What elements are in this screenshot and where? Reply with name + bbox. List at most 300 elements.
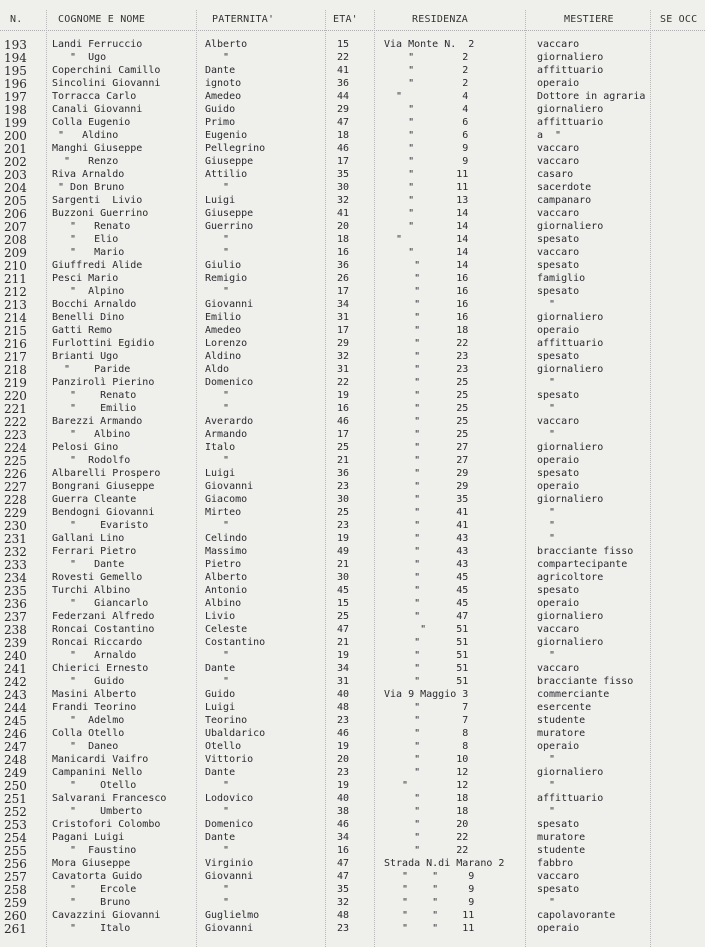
occupation: giornaliero xyxy=(537,52,604,63)
person-name: Manicardi Vaifro xyxy=(52,754,149,765)
person-name: Pesci Mario xyxy=(52,273,119,284)
person-name: " Daneo xyxy=(52,741,119,752)
register-row xyxy=(0,181,705,195)
entry-number: 221 xyxy=(4,402,27,416)
paternity: Amedeo xyxy=(205,91,242,102)
paternity: Eugenio xyxy=(205,130,248,141)
residence: " " 9 xyxy=(384,884,475,895)
register-row xyxy=(0,376,705,390)
age: 17 xyxy=(337,156,350,167)
age: 49 xyxy=(337,546,350,557)
person-name: Sincolini Giovanni xyxy=(52,78,161,89)
register-row xyxy=(0,194,705,208)
person-name: Benelli Dino xyxy=(52,312,125,323)
register-row xyxy=(0,545,705,559)
occupation: " xyxy=(537,897,556,908)
entry-number: 204 xyxy=(4,181,27,195)
entry-number: 249 xyxy=(4,766,27,780)
occupation: spesato xyxy=(537,234,580,245)
paternity: Averardo xyxy=(205,416,254,427)
residence: " 35 xyxy=(384,494,469,505)
occupation: " xyxy=(537,520,556,531)
register-row xyxy=(0,220,705,234)
entry-number: 217 xyxy=(4,350,27,364)
person-name: " Guido xyxy=(52,676,125,687)
person-name: Bendogni Giovanni xyxy=(52,507,155,518)
occupation: a " xyxy=(537,130,562,141)
occupation: spesato xyxy=(537,585,580,596)
person-name: " Emilio xyxy=(52,403,137,414)
occupation: Dottore in agraria xyxy=(537,91,646,102)
residence: " 14 xyxy=(384,234,469,245)
register-row xyxy=(0,90,705,104)
age: 35 xyxy=(337,169,350,180)
paternity: Mirteo xyxy=(205,507,242,518)
paternity: Aldino xyxy=(205,351,242,362)
person-name: Sargenti Livio xyxy=(52,195,143,206)
register-row xyxy=(0,831,705,845)
occupation: giornaliero xyxy=(537,611,604,622)
occupation: compartecipante xyxy=(537,559,628,570)
occupation: agricoltore xyxy=(537,572,604,583)
occupation: vaccaro xyxy=(537,624,580,635)
residence: " 27 xyxy=(384,442,469,453)
occupation: " xyxy=(537,377,556,388)
paternity: Dante xyxy=(205,767,236,778)
residence: " 18 xyxy=(384,806,469,817)
occupation: vaccaro xyxy=(537,39,580,50)
register-row xyxy=(0,753,705,767)
age: 25 xyxy=(337,611,350,622)
age: 16 xyxy=(337,403,350,414)
person-name: " Adelmo xyxy=(52,715,125,726)
residence: " 6 xyxy=(384,130,469,141)
person-name: Salvarani Francesco xyxy=(52,793,167,804)
residence: " 16 xyxy=(384,312,469,323)
occupation: giornaliero xyxy=(537,364,604,375)
register-row xyxy=(0,688,705,702)
header-se-occ: SE OCC xyxy=(660,14,698,25)
register-row xyxy=(0,64,705,78)
register-row xyxy=(0,480,705,494)
person-name: Buzzoni Guerrino xyxy=(52,208,149,219)
age: 17 xyxy=(337,286,350,297)
age: 34 xyxy=(337,299,350,310)
residence: " 8 xyxy=(384,741,469,752)
occupation: vaccaro xyxy=(537,247,580,258)
age: 20 xyxy=(337,754,350,765)
paternity: " xyxy=(205,520,230,531)
entry-number: 207 xyxy=(4,220,27,234)
entry-number: 196 xyxy=(4,77,27,91)
register-row xyxy=(0,922,705,936)
register-row xyxy=(0,103,705,117)
residence: Via 9 Maggio 3 xyxy=(384,689,469,700)
residence: " 2 xyxy=(384,52,469,63)
occupation: spesato xyxy=(537,260,580,271)
residence: " 18 xyxy=(384,325,469,336)
age: 46 xyxy=(337,819,350,830)
entry-number: 248 xyxy=(4,753,27,767)
person-name: Manghi Giuseppe xyxy=(52,143,143,154)
occupation: bracciante fisso xyxy=(537,546,634,557)
age: 34 xyxy=(337,832,350,843)
person-name: Federzani Alfredo xyxy=(52,611,155,622)
register-row xyxy=(0,597,705,611)
age: 17 xyxy=(337,325,350,336)
entry-number: 220 xyxy=(4,389,27,403)
entry-number: 211 xyxy=(4,272,27,286)
residence: " 41 xyxy=(384,507,469,518)
paternity: Costantino xyxy=(205,637,266,648)
occupation: studente xyxy=(537,715,586,726)
age: 36 xyxy=(337,260,350,271)
entry-number: 253 xyxy=(4,818,27,832)
residence: " 51 xyxy=(384,676,469,687)
residence: " 22 xyxy=(384,338,469,349)
entry-number: 231 xyxy=(4,532,27,546)
entry-number: 237 xyxy=(4,610,27,624)
paternity: Guerrino xyxy=(205,221,254,232)
age: 23 xyxy=(337,520,350,531)
residence: " 43 xyxy=(384,546,469,557)
age: 19 xyxy=(337,780,350,791)
entry-number: 244 xyxy=(4,701,27,715)
paternity: " xyxy=(205,455,230,466)
paternity: Giuseppe xyxy=(205,208,254,219)
occupation: giornaliero xyxy=(537,221,604,232)
paternity: Italo xyxy=(205,442,236,453)
age: 30 xyxy=(337,494,350,505)
paternity: Giulio xyxy=(205,260,242,271)
occupation: vaccaro xyxy=(537,208,580,219)
entry-number: 247 xyxy=(4,740,27,754)
paternity: Vittorio xyxy=(205,754,254,765)
occupation: affittuario xyxy=(537,338,604,349)
entry-number: 243 xyxy=(4,688,27,702)
person-name: Brianti Ugo xyxy=(52,351,119,362)
person-name: " Giancarlo xyxy=(52,598,149,609)
entry-number: 257 xyxy=(4,870,27,884)
entry-number: 216 xyxy=(4,337,27,351)
occupation: spesato xyxy=(537,468,580,479)
age: 19 xyxy=(337,390,350,401)
person-name: Coperchini Camillo xyxy=(52,65,161,76)
occupation: " xyxy=(537,754,556,765)
person-name: Chierici Ernesto xyxy=(52,663,149,674)
register-row xyxy=(0,818,705,832)
occupation: spesato xyxy=(537,819,580,830)
occupation: operaio xyxy=(537,598,580,609)
age: 29 xyxy=(337,338,350,349)
register-row xyxy=(0,571,705,585)
person-name: Riva Arnaldo xyxy=(52,169,125,180)
entry-number: 229 xyxy=(4,506,27,520)
entry-number: 201 xyxy=(4,142,27,156)
person-name: Colla Otello xyxy=(52,728,125,739)
register-row xyxy=(0,311,705,325)
register-row xyxy=(0,389,705,403)
age: 46 xyxy=(337,143,350,154)
entry-number: 210 xyxy=(4,259,27,273)
person-name: Rovesti Gemello xyxy=(52,572,143,583)
entry-number: 233 xyxy=(4,558,27,572)
paternity: Giovanni xyxy=(205,871,254,882)
residence: " 20 xyxy=(384,819,469,830)
person-name: " Dante xyxy=(52,559,125,570)
occupation: operaio xyxy=(537,481,580,492)
residence: " 10 xyxy=(384,754,469,765)
paternity: Alberto xyxy=(205,572,248,583)
occupation: muratore xyxy=(537,832,586,843)
occupation: giornaliero xyxy=(537,767,604,778)
header-rule xyxy=(0,30,705,31)
residence: " 25 xyxy=(384,403,469,414)
age: 45 xyxy=(337,585,350,596)
person-name: " Renzo xyxy=(52,156,119,167)
person-name: Furlottini Egidio xyxy=(52,338,155,349)
occupation: " xyxy=(537,299,556,310)
residence: " 25 xyxy=(384,377,469,388)
person-name: Guerra Cleante xyxy=(52,494,137,505)
register-row xyxy=(0,844,705,858)
paternity: Amedeo xyxy=(205,325,242,336)
occupation: commerciante xyxy=(537,689,610,700)
entry-number: 251 xyxy=(4,792,27,806)
age: 23 xyxy=(337,923,350,934)
entry-number: 195 xyxy=(4,64,27,78)
occupation: " xyxy=(537,429,556,440)
register-row xyxy=(0,805,705,819)
person-name: Roncai Riccardo xyxy=(52,637,143,648)
register-row xyxy=(0,155,705,169)
paternity: Massimo xyxy=(205,546,248,557)
occupation: vaccaro xyxy=(537,871,580,882)
paternity: Dante xyxy=(205,65,236,76)
paternity: Luigi xyxy=(205,468,236,479)
age: 48 xyxy=(337,910,350,921)
occupation: esercente xyxy=(537,702,592,713)
paternity: " xyxy=(205,676,230,687)
person-name: " Evaristo xyxy=(52,520,149,531)
register-row xyxy=(0,246,705,260)
occupation: vaccaro xyxy=(537,156,580,167)
residence: " 6 xyxy=(384,117,469,128)
age: 19 xyxy=(337,533,350,544)
entry-number: 236 xyxy=(4,597,27,611)
register-row xyxy=(0,467,705,481)
entry-number: 246 xyxy=(4,727,27,741)
paternity: " xyxy=(205,806,230,817)
age: 29 xyxy=(337,104,350,115)
residence: " 51 xyxy=(384,663,469,674)
person-name: Campanini Nello xyxy=(52,767,143,778)
residence: " " 11 xyxy=(384,923,475,934)
occupation: affittuario xyxy=(537,793,604,804)
register-row xyxy=(0,714,705,728)
age: 25 xyxy=(337,442,350,453)
register-row xyxy=(0,740,705,754)
residence: " 4 xyxy=(384,91,469,102)
occupation: " xyxy=(537,650,556,661)
age: 41 xyxy=(337,65,350,76)
register-row xyxy=(0,896,705,910)
entry-number: 215 xyxy=(4,324,27,338)
entry-number: 213 xyxy=(4,298,27,312)
person-name: " Aldino xyxy=(52,130,119,141)
residence: " 9 xyxy=(384,143,469,154)
paternity: Ubaldarico xyxy=(205,728,266,739)
residence: " 4 xyxy=(384,104,469,115)
age: 16 xyxy=(337,845,350,856)
paternity: Guido xyxy=(205,104,236,115)
person-name: " Bruno xyxy=(52,897,131,908)
person-name: " Mario xyxy=(52,247,125,258)
residence: " 22 xyxy=(384,845,469,856)
age: 41 xyxy=(337,208,350,219)
occupation: vaccaro xyxy=(537,416,580,427)
age: 32 xyxy=(337,897,350,908)
register-row xyxy=(0,857,705,871)
person-name: Turchi Albino xyxy=(52,585,131,596)
entry-number: 242 xyxy=(4,675,27,689)
entry-number: 228 xyxy=(4,493,27,507)
person-name: " Rodolfo xyxy=(52,455,131,466)
person-name: Cavatorta Guido xyxy=(52,871,143,882)
paternity: Lodovico xyxy=(205,793,254,804)
age: 26 xyxy=(337,273,350,284)
entry-number: 199 xyxy=(4,116,27,130)
entry-number: 205 xyxy=(4,194,27,208)
entry-number: 223 xyxy=(4,428,27,442)
residence: " 2 xyxy=(384,78,469,89)
paternity: Remigio xyxy=(205,273,248,284)
register-row xyxy=(0,558,705,572)
register-row xyxy=(0,142,705,156)
age: 19 xyxy=(337,741,350,752)
residence: " 12 xyxy=(384,780,469,791)
paternity: " xyxy=(205,780,230,791)
occupation: giornaliero xyxy=(537,637,604,648)
residence: " 45 xyxy=(384,572,469,583)
occupation: giornaliero xyxy=(537,494,604,505)
entry-number: 256 xyxy=(4,857,27,871)
person-name: Gatti Remo xyxy=(52,325,113,336)
entry-number: 202 xyxy=(4,155,27,169)
person-name: " Umberto xyxy=(52,806,143,817)
occupation: spesato xyxy=(537,351,580,362)
age: 21 xyxy=(337,637,350,648)
residence: " 47 xyxy=(384,611,469,622)
residence: " 25 xyxy=(384,416,469,427)
age: 34 xyxy=(337,663,350,674)
person-name: Canali Giovanni xyxy=(52,104,143,115)
residence: " 7 xyxy=(384,715,469,726)
age: 46 xyxy=(337,728,350,739)
entry-number: 227 xyxy=(4,480,27,494)
paternity: Emilio xyxy=(205,312,242,323)
register-row xyxy=(0,428,705,442)
age: 31 xyxy=(337,676,350,687)
age: 22 xyxy=(337,52,350,63)
header-number: N. xyxy=(10,14,23,25)
person-name: Roncai Costantino xyxy=(52,624,155,635)
entry-number: 234 xyxy=(4,571,27,585)
occupation: operaio xyxy=(537,78,580,89)
register-row xyxy=(0,727,705,741)
age: 19 xyxy=(337,650,350,661)
residence: " 7 xyxy=(384,702,469,713)
age: 40 xyxy=(337,689,350,700)
paternity: Pietro xyxy=(205,559,242,570)
register-row xyxy=(0,415,705,429)
paternity: Guglielmo xyxy=(205,910,260,921)
paternity: " xyxy=(205,390,230,401)
paternity: " xyxy=(205,897,230,908)
occupation: affittuario xyxy=(537,117,604,128)
person-name: Cristofori Colombo xyxy=(52,819,161,830)
entry-number: 208 xyxy=(4,233,27,247)
age: 15 xyxy=(337,598,350,609)
register-row xyxy=(0,870,705,884)
person-name: Colla Eugenio xyxy=(52,117,131,128)
paternity: Giovanni xyxy=(205,481,254,492)
occupation: " xyxy=(537,780,556,791)
residence: " 9 xyxy=(384,156,469,167)
paternity: Attilio xyxy=(205,169,248,180)
paternity: " xyxy=(205,650,230,661)
person-name: " Ugo xyxy=(52,52,107,63)
occupation: bracciante fisso xyxy=(537,676,634,687)
paternity: Otello xyxy=(205,741,242,752)
occupation: " xyxy=(537,533,556,544)
age: 35 xyxy=(337,884,350,895)
age: 47 xyxy=(337,117,350,128)
register-row xyxy=(0,662,705,676)
age: 18 xyxy=(337,130,350,141)
register-row xyxy=(0,454,705,468)
register-row xyxy=(0,168,705,182)
person-name: " Ercole xyxy=(52,884,137,895)
person-name: " Elio xyxy=(52,234,119,245)
age: 18 xyxy=(337,234,350,245)
residence: " 2 xyxy=(384,65,469,76)
residence: " 11 xyxy=(384,169,469,180)
person-name: " Renato xyxy=(52,390,137,401)
occupation: casaro xyxy=(537,169,574,180)
person-name: Pagani Luigi xyxy=(52,832,125,843)
paternity: Luigi xyxy=(205,195,236,206)
residence: " 27 xyxy=(384,455,469,466)
residence: " 23 xyxy=(384,351,469,362)
person-name: Cavazzini Giovanni xyxy=(52,910,161,921)
register-row xyxy=(0,298,705,312)
entry-number: 226 xyxy=(4,467,27,481)
entry-number: 250 xyxy=(4,779,27,793)
residence: Strada N.di Marano 2 xyxy=(384,858,505,869)
entry-number: 212 xyxy=(4,285,27,299)
paternity: " xyxy=(205,182,230,193)
occupation: studente xyxy=(537,845,586,856)
age: 23 xyxy=(337,481,350,492)
register-row xyxy=(0,285,705,299)
occupation: campanaro xyxy=(537,195,592,206)
residence: " 51 xyxy=(384,637,469,648)
paternity: Celindo xyxy=(205,533,248,544)
register-row xyxy=(0,272,705,286)
paternity: Primo xyxy=(205,117,236,128)
register-row xyxy=(0,259,705,273)
